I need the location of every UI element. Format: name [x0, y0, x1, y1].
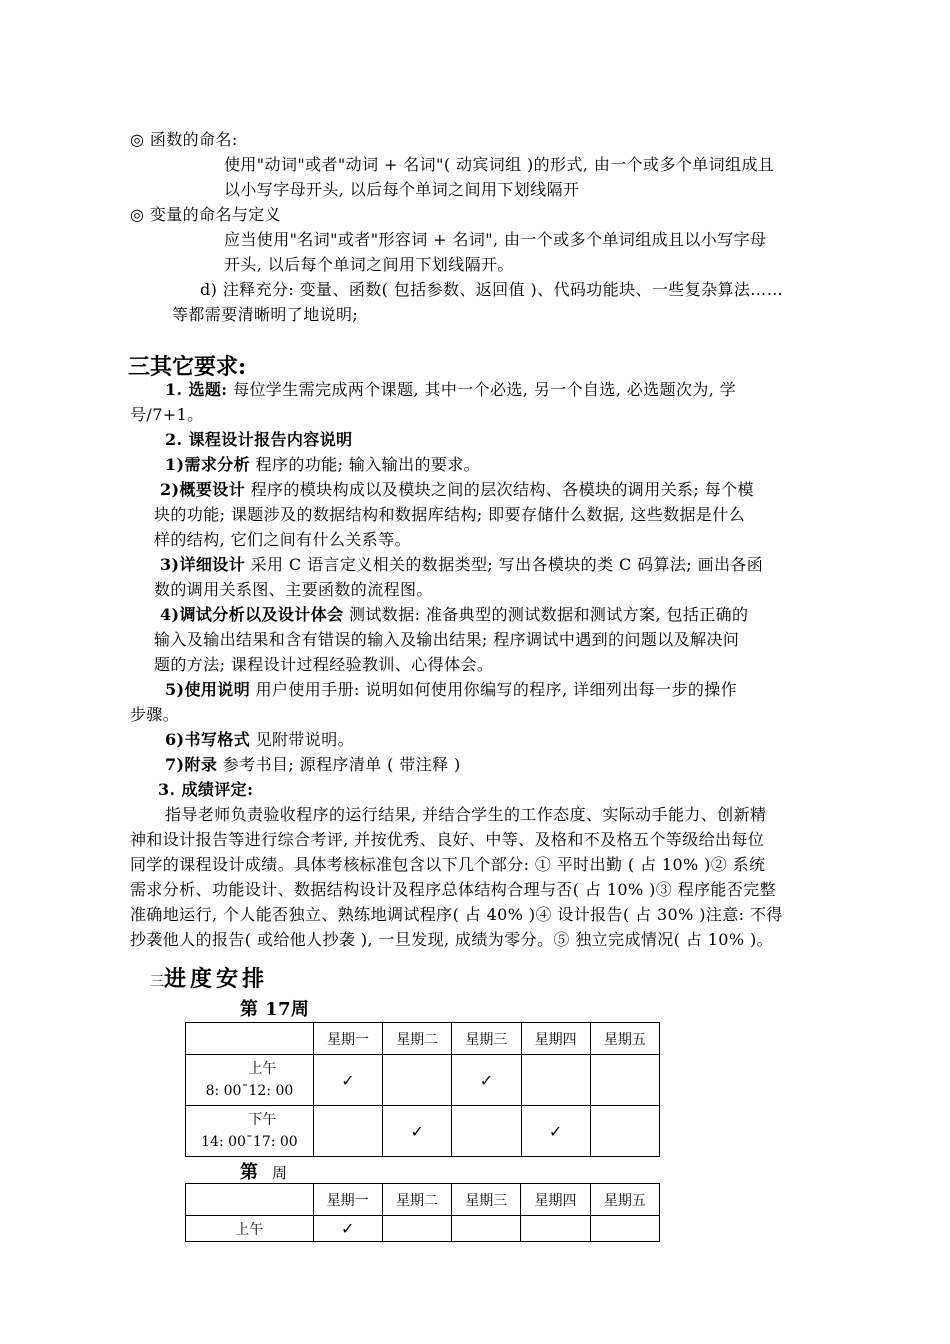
item-label: 4)调试分析以及设计体会: [160, 605, 344, 624]
function-naming-title: ◎ 函数的命名:: [130, 130, 238, 149]
item-detailed-design-line: 数的调用关系图、主要函数的流程图。: [154, 580, 433, 599]
grade-paragraph-line: 抄袭他人的报告( 或给他人抄袭 ), 一旦发现, 成绩为零分。⑤ 独立完成情况( 占 10% )。: [130, 930, 773, 949]
variable-naming-title: ◎ 变量的命名与定义: [130, 205, 282, 224]
item-text: 程序的模块构成以及模块之间的层次结构、各模块的调用关系; 每个模: [245, 480, 754, 499]
schedule-heading-prefix: 三: [150, 974, 164, 990]
item-appendix: [165, 755, 461, 775]
day-header: 星期四: [521, 1184, 590, 1216]
empty-cell: [590, 1055, 659, 1106]
day-header: 星期一: [313, 1184, 382, 1216]
item-outline-design: [160, 480, 754, 500]
table-corner-cell: [186, 1023, 314, 1055]
table-row-morning: [186, 1055, 660, 1106]
schedule-table-week-17: [185, 1022, 660, 1157]
item-text: 见附带说明。: [250, 730, 354, 749]
table-header-row: [186, 1023, 660, 1055]
week-label: 第 17周: [240, 999, 310, 1020]
day-header: 星期三: [452, 1184, 521, 1216]
week-label-blank: [240, 1158, 287, 1184]
item-label: 1)需求分析: [165, 455, 251, 474]
time-slot-cell: [186, 1106, 314, 1157]
schedule-table-week-blank: [185, 1183, 660, 1242]
item-label: 3)详细设计: [160, 555, 246, 574]
report-content-heading: 2. 课程设计报告内容说明: [165, 430, 353, 449]
check-mark: ✓: [383, 1106, 452, 1157]
grade-heading: 3. 成绩评定:: [158, 780, 254, 799]
day-header: 星期五: [590, 1184, 659, 1216]
schedule-heading: [150, 962, 268, 993]
item-requirement-analysis: [165, 455, 480, 475]
item-outline-design-line: 样的结构, 它们之间有什么关系等。: [154, 530, 411, 549]
check-mark: ✓: [452, 1055, 521, 1106]
item-label: 6)书写格式: [165, 730, 251, 749]
table-header-row: [186, 1184, 660, 1216]
week-label-suffix: 周: [272, 1164, 288, 1182]
time-slot-cell: [186, 1055, 314, 1106]
schedule-heading-text: 进度安排: [164, 966, 269, 992]
table-row-morning: [186, 1216, 660, 1242]
function-naming-line: 使用"动词"或者"动词 + 名词"( 动宾词组 )的形式, 由一个或多个单词组成且: [224, 155, 775, 174]
grade-paragraph-line: 神和设计报告等进行综合考评, 并按优秀、良好、中等、及格和不及格五个等级给出每位: [130, 830, 765, 849]
empty-cell: [590, 1106, 659, 1157]
day-header: 星期五: [590, 1023, 659, 1055]
topic-text: 每位学生需完成两个课题, 其中一个必选, 另一个自选, 必选题次为, 学: [227, 380, 737, 399]
item-outline-design-line: 块的功能; 课题涉及的数据结构和数据库结构; 即要存储什么数据, 这些数据是什么: [154, 505, 746, 524]
topic-line: [165, 380, 736, 400]
check-mark: ✓: [313, 1216, 382, 1242]
empty-cell: [590, 1216, 659, 1242]
comment-rule-line: d) 注释充分: 变量、函数( 包括参数、返回值 )、代码功能块、一些复杂算法……: [200, 280, 784, 299]
empty-cell: [383, 1055, 452, 1106]
day-header: 星期二: [383, 1023, 452, 1055]
empty-cell: [521, 1216, 590, 1242]
item-debug-analysis: [160, 605, 748, 625]
item-text: 参考书目; 源程序清单 ( 带注释 ): [217, 755, 461, 774]
item-label: 7)附录: [165, 755, 218, 774]
item-user-guide: [165, 680, 737, 700]
item-text: 用户使用手册: 说明如何使用你编写的程序, 详细列出每一步的操作: [250, 680, 738, 699]
time-slot-label: 上午: [186, 1216, 314, 1242]
time-slot-label: 上午: [248, 1061, 277, 1077]
day-header: 星期一: [313, 1023, 382, 1055]
day-header: 星期二: [382, 1184, 451, 1216]
item-debug-analysis-line: 输入及输出结果和含有错误的输入及输出结果; 程序调试中遇到的问题以及解决问: [154, 630, 740, 649]
grade-paragraph-line: 准确地运行, 个人能否独立、熟练地调试程序( 占 40% )④ 设计报告( 占 30% )注意: 不得: [130, 905, 783, 924]
item-text: 采用 C 语言定义相关的数据类型; 写出各模块的类 C 码算法; 画出各函: [245, 555, 764, 574]
variable-naming-line: 应当使用"名词"或者"形容词 + 名词", 由一个或多个单词组成且以小写字母: [224, 230, 767, 249]
time-slot-range: 8: 00¯12: 00: [205, 1083, 294, 1099]
item-detailed-design: [160, 555, 763, 575]
empty-cell: [521, 1055, 590, 1106]
table-corner-cell: [186, 1184, 314, 1216]
item-label: 2)概要设计: [160, 480, 246, 499]
grade-paragraph-line: 同学的课程设计成绩。具体考核标准包含以下几个部分: ① 平时出勤 ( 占 10% )② 系统: [130, 855, 766, 874]
grade-paragraph-line: 指导老师负责验收程序的运行结果, 并结合学生的工作态度、实际动手能力、创新精: [165, 805, 767, 824]
empty-cell: [452, 1106, 521, 1157]
time-slot-label: 下午: [248, 1112, 277, 1128]
grade-paragraph-line: 需求分析、功能设计、数据结构设计及程序总体结构合理与否( 占 10% )③ 程序能否完整: [130, 880, 776, 899]
item-label: 5)使用说明: [165, 680, 251, 699]
comment-rule-line: 等都需要清晰明了地说明;: [172, 305, 359, 324]
empty-cell: [382, 1216, 451, 1242]
item-text: 程序的功能; 输入输出的要求。: [250, 455, 481, 474]
empty-cell: [313, 1106, 382, 1157]
topic-line-2: 号/7+1。: [130, 405, 204, 424]
day-header: 星期四: [521, 1023, 590, 1055]
item-user-guide-line: 步骤。: [130, 705, 180, 724]
time-slot-range: 14: 00¯17: 00: [201, 1134, 298, 1150]
week-label-prefix: 第: [240, 1162, 258, 1183]
item-writing-format: [165, 730, 354, 750]
day-header: 星期三: [452, 1023, 521, 1055]
item-debug-analysis-line: 题的方法; 课程设计过程经验教训、心得体会。: [154, 655, 494, 674]
empty-cell: [452, 1216, 521, 1242]
check-mark: ✓: [313, 1055, 382, 1106]
table-row-afternoon: [186, 1106, 660, 1157]
section-heading-other-requirements: 三其它要求:: [128, 354, 247, 380]
topic-label: 1. 选题:: [165, 380, 228, 399]
variable-naming-line: 开头, 以后每个单词之间用下划线隔开。: [224, 255, 514, 274]
check-mark: ✓: [521, 1106, 590, 1157]
item-text: 测试数据: 准备典型的测试数据和测试方案, 包括正确的: [343, 605, 749, 624]
function-naming-line: 以小写字母开头, 以后每个单词之间用下划线隔开: [224, 180, 580, 199]
